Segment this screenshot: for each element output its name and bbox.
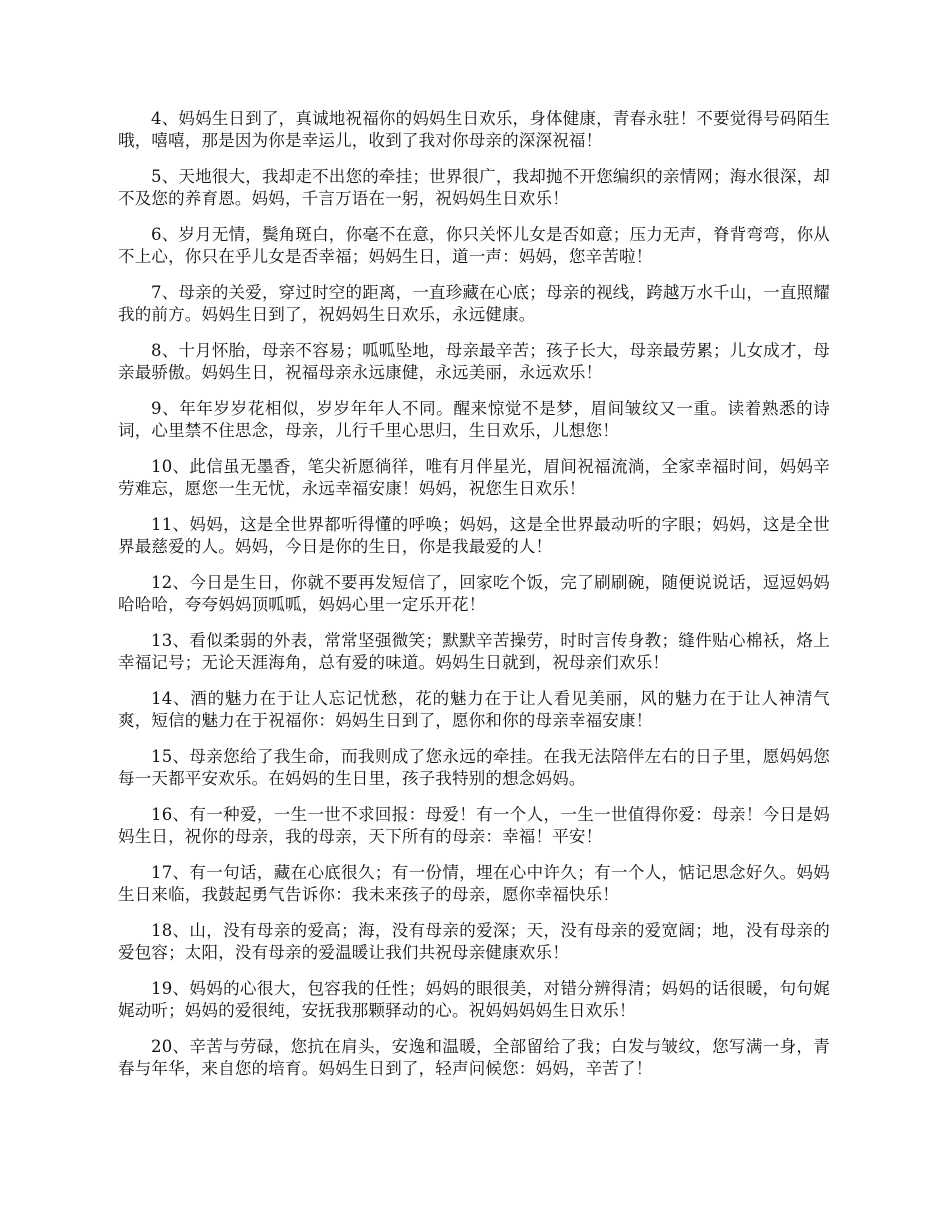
paragraph-5: 5、天地很大，我却走不出您的牵挂；世界很广，我却抛不开您编织的亲情网；海水很深，却不及您的养育恩。妈妈，千言万语在一躬，祝妈妈生日欢乐！ [118,167,830,208]
paragraph-20: 20、辛苦与劳碌，您抗在肩头，安逸和温暖，全部留给了我；白发与皱纹，您写满一身，青春与年华，来自您的培育。妈妈生日到了，轻声问候您：妈妈，辛苦了！ [118,1037,830,1078]
paragraph-16: 16、有一种爱，一生一世不求回报：母爱！有一个人，一生一世值得你爱：母亲！今日是妈妈生日，祝你的母亲，我的母亲，天下所有的母亲：幸福！平安！ [118,805,830,846]
paragraph-11: 11、妈妈，这是全世界都听得懂的呼唤；妈妈，这是全世界最动听的字眼；妈妈，这是全世界最慈爱的人。妈妈，今日是你的生日，你是我最爱的人！ [118,515,830,556]
paragraph-10: 10、此信虽无墨香，笔尖祈愿徜徉，唯有月伴星光，眉间祝福流淌，全家幸福时间，妈妈辛劳难忘，愿您一生无忧，永远幸福安康！妈妈，祝您生日欢乐！ [118,457,830,498]
paragraph-18: 18、山，没有母亲的爱高；海，没有母亲的爱深；天，没有母亲的爱宽阔；地，没有母亲的爱包容；太阳，没有母亲的爱温暖让我们共祝母亲健康欢乐！ [118,921,830,962]
paragraph-7: 7、母亲的关爱，穿过时空的距离，一直珍藏在心底；母亲的视线，跨越万水千山，一直照耀我的前方。妈妈生日到了，祝妈妈生日欢乐，永远健康。 [118,283,830,324]
paragraph-6: 6、岁月无情，鬓角斑白，你毫不在意，你只关怀儿女是否如意；压力无声，脊背弯弯，你从不上心，你只在乎儿女是否幸福；妈妈生日，道一声：妈妈，您辛苦啦！ [118,225,830,266]
paragraph-19: 19、妈妈的心很大，包容我的任性；妈妈的眼很美，对错分辨得清；妈妈的话很暖，句句娓娓动听；妈妈的爱很纯，安抚我那颗驿动的心。祝妈妈妈妈生日欢乐！ [118,979,830,1020]
paragraph-12: 12、今日是生日，你就不要再发短信了，回家吃个饭，完了刷刷碗，随便说说话，逗逗妈妈哈哈哈，夸夸妈妈顶呱呱，妈妈心里一定乐开花！ [118,573,830,614]
paragraph-9: 9、年年岁岁花相似，岁岁年年人不同。醒来惊觉不是梦，眉间皱纹又一重。读着熟悉的诗词，心里禁不住思念，母亲，儿行千里心思归，生日欢乐，儿想您！ [118,399,830,440]
paragraph-8: 8、十月怀胎，母亲不容易；呱呱坠地，母亲最辛苦；孩子长大，母亲最劳累；儿女成才，母亲最骄傲。妈妈生日，祝福母亲永远康健，永远美丽，永远欢乐！ [118,341,830,382]
paragraph-4: 4、妈妈生日到了，真诚地祝福你的妈妈生日欢乐，身体健康，青春永驻！不要觉得号码陌生哦，嘻嘻，那是因为你是幸运儿，收到了我对你母亲的深深祝福！ [118,109,830,150]
paragraph-15: 15、母亲您给了我生命，而我则成了您永远的牵挂。在我无法陪伴左右的日子里，愿妈妈您每一天都平安欢乐。在妈妈的生日里，孩子我特别的想念妈妈。 [118,747,830,788]
paragraph-17: 17、有一句话，藏在心底很久；有一份情，埋在心中许久；有一个人，惦记思念好久。妈妈生日来临，我鼓起勇气告诉你：我未来孩子的母亲，愿你幸福快乐！ [118,863,830,904]
paragraph-13: 13、看似柔弱的外表，常常坚强微笑；默默辛苦操劳，时时言传身教；缝件贴心棉袄，烙上幸福记号；无论天涯海角，总有爱的味道。妈妈生日就到，祝母亲们欢乐！ [118,631,830,672]
paragraph-14: 14、酒的魅力在于让人忘记忧愁，花的魅力在于让人看见美丽，风的魅力在于让人神清气爽，短信的魅力在于祝福你：妈妈生日到了，愿你和你的母亲幸福安康！ [118,689,830,730]
